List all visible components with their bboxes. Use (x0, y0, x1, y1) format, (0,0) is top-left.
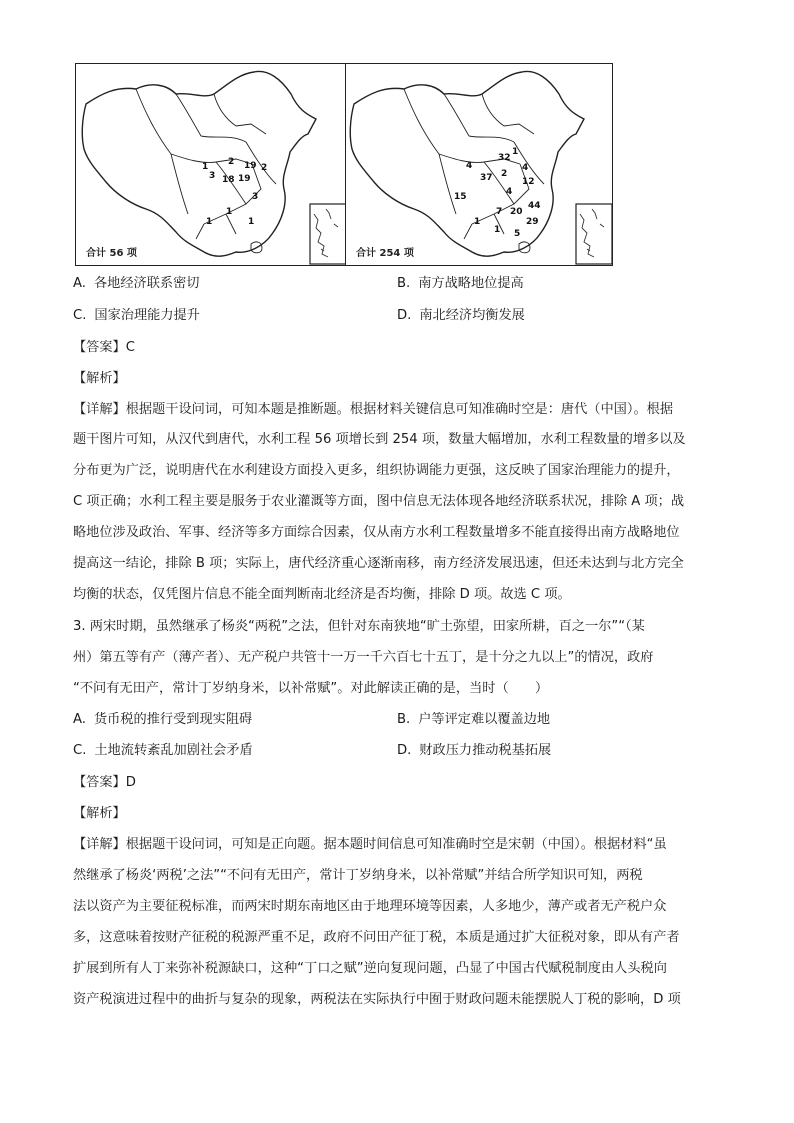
map-left-number: 1 (202, 162, 209, 172)
map-left-number: 3 (209, 171, 216, 181)
q2-detail-line: 题干图片可知，从汉代到唐代，水利工程 56 项增长到 254 项，数量大幅增加，水利工程数量的增多以及 (73, 432, 686, 447)
q3-option-a (73, 710, 252, 730)
option-letter: A. (73, 712, 86, 727)
map-left-number: 1 (206, 217, 213, 227)
map-left-number: 19 (238, 174, 251, 184)
q3-stem-line: “不问有无田产，常计丁岁纳身米，以补常赋”。对此解读正确的是，当时（ ） (73, 681, 549, 696)
map-right-number: 2 (501, 169, 508, 179)
map-right-number: 20 (510, 207, 523, 217)
q3-detail-line: 扩展到所有人丁来弥补税源缺口，这种“丁口之赋”逆向复现问题，凸显了中国古代赋税制度由人头税向 (73, 961, 667, 976)
map-right-number: 7 (496, 207, 503, 217)
option-letter: D. (397, 308, 412, 323)
map-right-number: 44 (528, 201, 541, 211)
option-text: 南北经济均衡发展 (419, 308, 525, 323)
option-letter: C. (73, 308, 87, 323)
q2-detail-line: 均衡的状态，仅凭图片信息不能全面判断南北经济是否均衡，排除 D 项。故选 C 项。 (73, 587, 571, 602)
q2-detail-line: 分布更为广泛，说明唐代在水利建设方面投入更多，组织协调能力更强，这反映了国家治理能力的提升， (73, 463, 680, 478)
option-text: 货币税的推行受到现实阻碍 (93, 712, 253, 727)
q2-analysis-heading: 【解析】 (73, 371, 126, 386)
option-text: 户等评定难以覆盖边地 (418, 712, 551, 727)
map-tang-dynasty (345, 63, 613, 266)
map-left-number: 19 (244, 161, 257, 171)
option-text: 各地经济联系密切 (93, 276, 200, 291)
map-left-number: 1 (248, 217, 255, 227)
option-text: 财政压力推动税基拓展 (419, 743, 552, 758)
q3-analysis-heading: 【解析】 (73, 806, 126, 821)
map-right-number: 37 (480, 173, 493, 183)
q3-detail-line: 资产税演进过程中的曲折与复杂的现象，两税法在实际执行中囿于财政问题未能摆脱人丁税的影响，D 项 (73, 992, 681, 1007)
map-right-number: 15 (454, 192, 467, 202)
q3-option-d (397, 741, 551, 761)
q2-detail-line: 提高这一结论，排除 B 项；实际上，唐代经济重心逐渐南移，南方经济发展迅速，但还未达到与北方完全 (73, 556, 684, 571)
map-right-number: 12 (522, 177, 535, 187)
map-right-number: 29 (526, 217, 539, 227)
map-right-number: 1 (494, 225, 501, 235)
map-right-number: 4 (506, 187, 513, 197)
q2-option-d (397, 306, 525, 326)
map-left-number: 18 (222, 175, 235, 185)
q2-option-b (397, 274, 524, 294)
map-right-total: 合计 254 项 (356, 248, 414, 259)
option-letter: C. (73, 743, 87, 758)
q2-detail-line: C 项正确；水利工程主要是服务于农业灌溉等方面，图中信息无法体现各地经济联系状况，排除 A 项；战 (73, 494, 685, 509)
china-map-outline-left (76, 64, 347, 266)
map-han-dynasty (75, 63, 347, 266)
q2-option-a (73, 274, 199, 294)
map-right-number: 1 (512, 147, 519, 157)
q3-stem-line: 州）第五等有产（薄产者）、无产税户共管十一万一千六百七十五丁，是十分之九以上”的情况，政府 (73, 650, 654, 665)
q3-detail-line: 然继承了杨炎‘两税’之法”“不问有无田产，常计丁岁纳身米，以补常赋”并结合所学知识可知，两税 (73, 868, 643, 883)
option-letter: B. (397, 276, 411, 291)
map-right-number: 4 (522, 163, 529, 173)
q2-answer: 【答案】C (73, 340, 135, 355)
q3-detail-line: 【详解】根据题干设问词，可知是正向题。据本题时间信息可知准确时空是宋朝（中国）。根据材料“虽 (73, 837, 667, 852)
option-letter: D. (397, 743, 412, 758)
map-left-number: 3 (252, 192, 259, 202)
q2-detail-line: 略地位涉及政治、军事、经济等多方面综合因素，仅从南方水利工程数量增多不能直接得出南方战略地位 (73, 525, 680, 540)
map-right-number: 4 (466, 161, 473, 171)
map-left-number: 1 (226, 207, 233, 217)
map-right-number: 32 (498, 153, 511, 163)
q2-detail-line: 【详解】根据题干设问词，可知本题是推断题。根据材料关键信息可知准确时空是：唐代（中国）。根据 (73, 402, 674, 417)
q3-detail-line: 多，这意味着按财产征税的税源严重不足，政府不问田产征丁税，本质是通过扩大征税对象，即从有产者 (73, 930, 680, 945)
map-right-number: 5 (514, 229, 521, 239)
water-projects-maps (75, 63, 615, 268)
map-left-number: 2 (261, 163, 268, 173)
map-left-total: 合计 56 项 (86, 248, 137, 259)
option-letter: B. (397, 712, 411, 727)
q3-stem-line: 3. 两宋时期，虽然继承了杨炎“两税”之法，但针对东南狭地“旷土弥望，田家所耕，百之一尔”“（某 (73, 619, 645, 634)
q3-answer: 【答案】D (73, 775, 136, 790)
option-text: 土地流转紊乱加剧社会矛盾 (94, 743, 253, 758)
map-left-number: 2 (228, 157, 235, 167)
q2-option-c (73, 306, 200, 326)
q3-detail-line: 法以资产为主要征税标准，而两宋时期东南地区由于地理环境等因素，人多地少，薄产或者无产税户众 (73, 899, 667, 914)
option-letter: A. (73, 276, 86, 291)
q3-option-c (73, 741, 253, 761)
q3-option-b (397, 710, 550, 730)
option-text: 南方战略地位提高 (418, 276, 524, 291)
map-right-number: 1 (474, 217, 481, 227)
china-map-outline-right (346, 64, 613, 266)
option-text: 国家治理能力提升 (94, 308, 200, 323)
